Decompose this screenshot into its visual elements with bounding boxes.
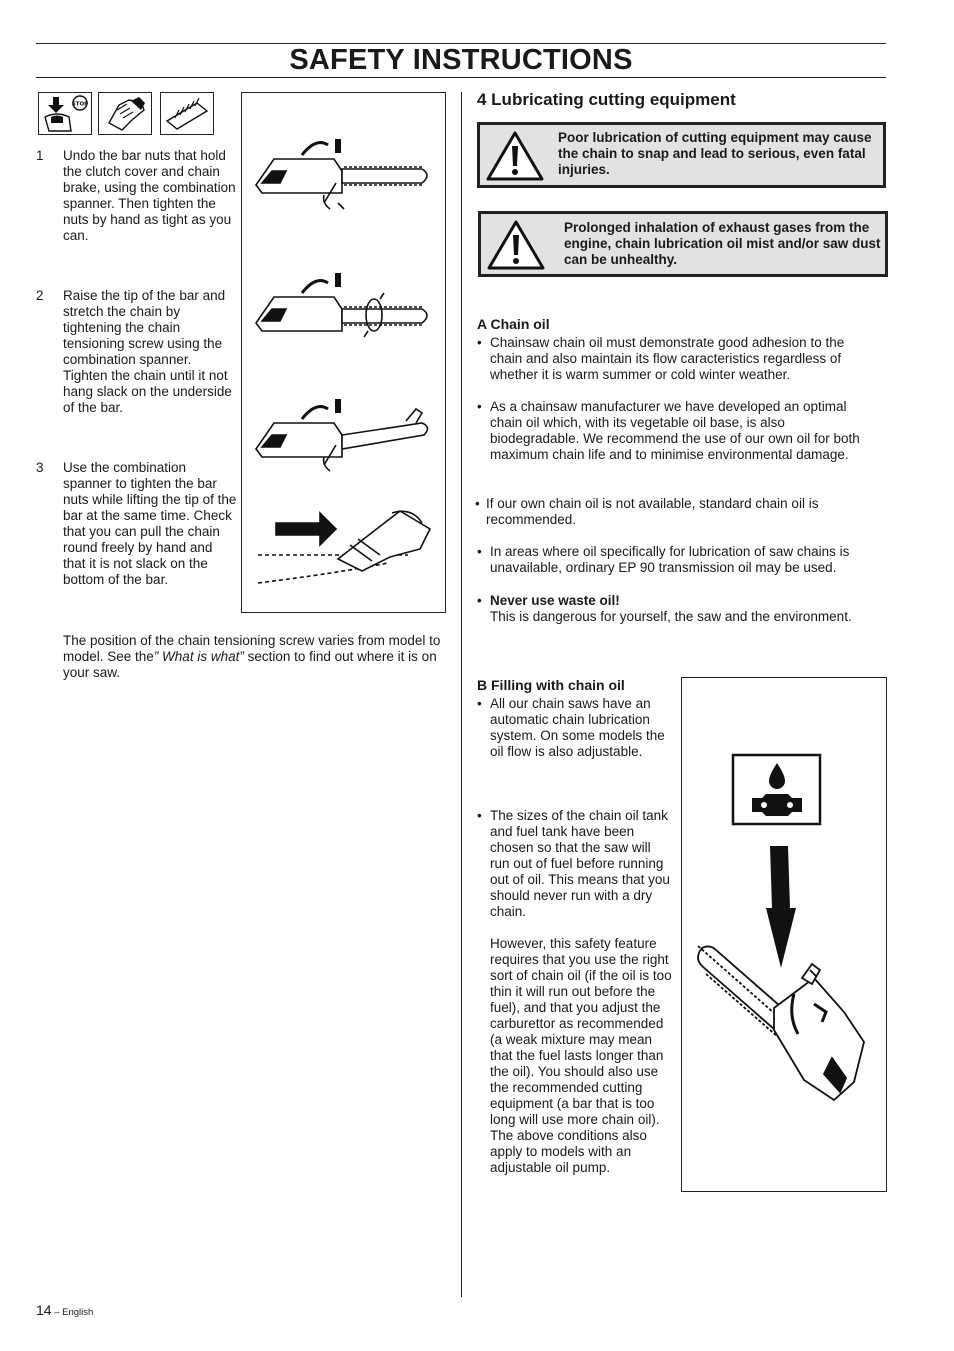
bullet-text: If our own chain oil is not available, standard chain oil is recommended. (486, 496, 819, 527)
warning-text: Poor lubrication of cutting equipment may cause the chain to snap and lead to serious, even fatal injuries. (558, 130, 872, 177)
bullet-text: The sizes of the chain oil tank and fuel tank have been chosen so that the saw will run out of fuel before running out of oil. This means that you should never run with a dry chain. (490, 808, 670, 919)
warning-box-lubrication (477, 122, 886, 188)
note-text: The position of the chain tensioning screw varies from model to model. See the (63, 633, 441, 664)
note-text-end: section to find out where it is on your saw. (63, 649, 437, 680)
warning-box-inhalation (478, 211, 888, 277)
subheading-chain-oil: A Chain oil (477, 316, 550, 332)
title-bottom-rule (36, 77, 886, 78)
filling-paragraph: However, this safety feature requires that you use the right sort of chain oil (if the oil is too thin it will run out before the fuel), and that you adjust the carburettor as recommended (a weak mixture may mean that the fuel lasts longer than the oil). You should also use the recommended cutting equipment (a bar that is too long will use more chain oil). The above conditions also apply to models with an adjustable oil pump. (490, 936, 672, 1175)
bullet-dot: • (477, 696, 482, 711)
footer-language: – English (51, 1307, 94, 1318)
saw-oil-fill-figure (698, 946, 864, 1100)
chain-tensioning-illustration (241, 92, 446, 613)
bullet-text: As a chainsaw manufacturer we have developed an optimal chain oil which, with its vegetable oil base, is also biodegradable. We recommend the use of our own oil for both maximum chain life and to minimise environmental damage. (490, 399, 860, 462)
bullet-dot: • (477, 808, 482, 823)
bullet-dot: • (477, 544, 482, 559)
page-number: 14 (36, 1302, 52, 1318)
oil-tank-symbol-icon (733, 755, 820, 824)
warning-triangle-icon (485, 130, 545, 182)
page-footer (36, 1302, 93, 1318)
step-number: 2 (36, 288, 44, 303)
never-waste-oil: Never use waste oil! (490, 593, 620, 608)
bullet-text: In areas where oil specifically for lubrication of saw chains is unavailable, ordinary EP 90 transmission oil may be used. (490, 544, 850, 575)
warning-text: Prolonged inhalation of exhaust gases from the engine, chain lubrication oil mist and/or saw dust can be unhealthy. (564, 220, 881, 267)
bullet-text: Chainsaw chain oil must demonstrate good adhesion to the chain and also maintain its flow caracteristics regardless of whether it is warm summer or cold winter weather. (490, 335, 845, 382)
bullet-dot: • (475, 496, 480, 511)
step-number: 3 (36, 460, 44, 475)
stop-switch-icon (38, 92, 92, 135)
step-text: Raise the tip of the bar and stretch the chain by tightening the chain tensioning screw using the combination spanner. Tighten the chain until it not hang slack on the underside of the bar. (63, 288, 232, 415)
subheading-filling: B Filling with chain oil (477, 677, 625, 693)
step-text: Use the combination spanner to tighten the bar nuts while lifting the tip of the bar at the same time. Check that you can pull the chain round freely by hand and that it is not slack on the bottom of the bar. (63, 460, 237, 587)
bullet-dot: • (477, 593, 482, 608)
step-number: 1 (36, 148, 44, 163)
chain-pull-figure (258, 511, 430, 583)
page-title: SAFETY INSTRUCTIONS (289, 44, 633, 76)
oil-filling-illustration (681, 677, 887, 1192)
bullet-dot: • (477, 399, 482, 414)
saw-tension-figure (256, 273, 427, 337)
warning-triangle-icon (486, 219, 546, 271)
bullet-text: All our chain saws have an automatic chain lubrication system. On some models the oil flow is also adjustable. (490, 696, 665, 759)
saw-bar-nuts-figure (256, 139, 427, 209)
waste-oil-warning: This is dangerous for yourself, the saw and the environment. (490, 609, 852, 624)
brush-icon (160, 92, 214, 135)
stop-label: STOP (71, 101, 89, 108)
bullet-dot: • (477, 335, 482, 350)
step-text: Undo the bar nuts that hold the clutch cover and chain brake, using the combination spanner. Then tighten the nuts by hand as tight as you can. (63, 148, 236, 243)
tensioning-screw-note (63, 633, 443, 681)
down-arrow-icon (766, 846, 796, 968)
what-is-what-ref: ” What is what” (153, 649, 244, 664)
column-divider (461, 92, 462, 1297)
section-heading: 4 Lubricating cutting equipment (477, 90, 736, 109)
saw-tighten-figure (256, 399, 428, 471)
glove-icon (98, 92, 152, 135)
